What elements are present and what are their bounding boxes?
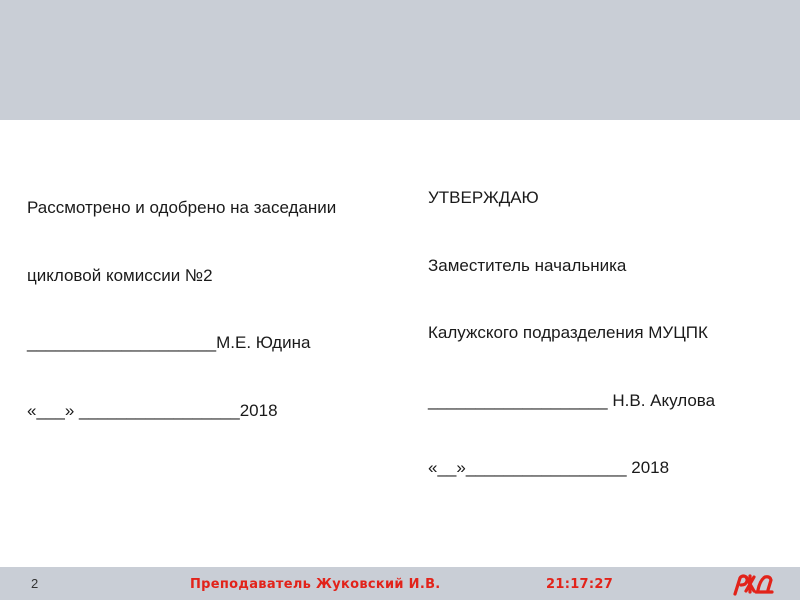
approval-line-4: ___________________ Н.В. Акулова bbox=[428, 390, 716, 410]
approval-line-2: Заместитель начальника bbox=[428, 255, 627, 275]
review-line-4: «___» _________________2018 bbox=[27, 400, 278, 420]
review-approval-block bbox=[27, 152, 336, 445]
review-line-1: Рассмотрено и одобрено на заседании bbox=[27, 198, 337, 217]
review-line-3: ____________________М.Е. Юдина bbox=[27, 333, 311, 352]
review-line-2: цикловой комиссии №2 bbox=[27, 265, 213, 285]
approval-line-1: УТВЕРЖДАЮ bbox=[428, 188, 539, 207]
approval-block bbox=[428, 142, 715, 502]
footer-teacher: Преподаватель Жуковский И.В. bbox=[190, 577, 441, 592]
footer-time: 21:17:27 bbox=[546, 577, 614, 592]
approval-line-3: Калужского подразделения МУЦПК bbox=[428, 323, 708, 342]
rzd-logo-icon bbox=[727, 572, 777, 596]
slide-number: 2 bbox=[31, 576, 39, 591]
header-band bbox=[0, 0, 800, 120]
approval-line-5: «__»_________________ 2018 bbox=[428, 458, 670, 477]
